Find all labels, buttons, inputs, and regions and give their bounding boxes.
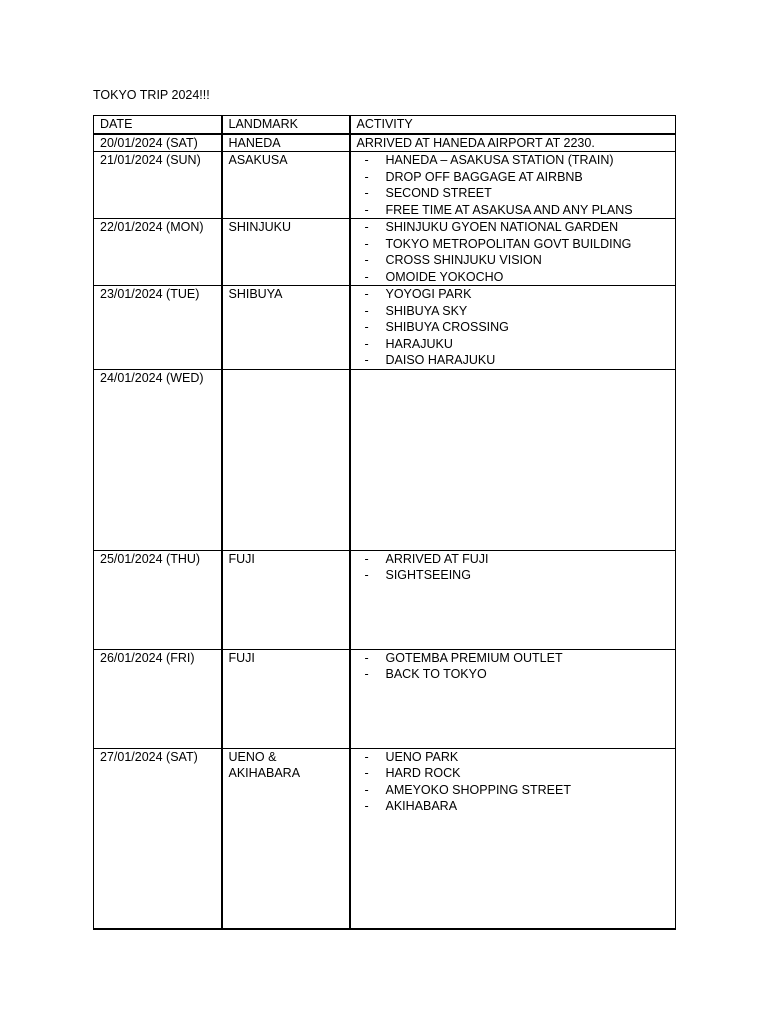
activity-text: ARRIVED AT HANEDA AIRPORT AT 2230.	[356, 135, 595, 150]
date-cell: 26/01/2024 (FRI)	[94, 649, 222, 748]
header-date: DATE	[94, 116, 222, 134]
activity-item	[357, 352, 670, 369]
activity-text: DAISO HARAJUKU	[385, 353, 496, 367]
bullet-dash: -	[364, 220, 369, 234]
activity-item	[357, 336, 670, 353]
activity-item	[357, 567, 670, 584]
bullet-dash: -	[364, 269, 369, 284]
activity-cell	[350, 369, 676, 550]
activity-list	[357, 286, 670, 369]
activity-text: HARAJUKU	[385, 336, 453, 351]
activity-text: HANEDA – ASAKUSA STATION (TRAIN)	[385, 153, 614, 167]
date-cell: 27/01/2024 (SAT)	[94, 748, 222, 929]
activity-cell	[350, 152, 676, 219]
activity-item	[357, 765, 670, 782]
bullet-dash: -	[364, 568, 369, 582]
bullet-dash: -	[364, 336, 369, 351]
date-cell: 22/01/2024 (MON)	[94, 219, 222, 286]
activity-item	[357, 152, 670, 169]
activity-cell	[350, 134, 676, 152]
document-title: TOKYO TRIP 2024!!!	[93, 88, 210, 102]
activity-cell	[350, 219, 676, 286]
activity-list	[357, 551, 670, 584]
activity-text: SHINJUKU GYOEN NATIONAL GARDEN	[385, 220, 619, 234]
table-row	[94, 369, 676, 550]
activity-text: UENO PARK	[385, 749, 459, 764]
activity-text: CROSS SHINJUKU VISION	[385, 253, 542, 267]
landmark-cell	[222, 369, 350, 550]
bullet-dash: -	[364, 303, 369, 318]
activity-text: BACK TO TOKYO	[385, 667, 487, 681]
landmark-cell: HANEDA	[222, 134, 350, 152]
activity-text: HARD ROCK	[385, 766, 461, 780]
activity-item	[357, 650, 670, 667]
bullet-dash: -	[364, 202, 369, 217]
table-row	[94, 134, 676, 152]
activity-item	[357, 269, 670, 286]
table-row	[94, 152, 676, 219]
landmark-cell: FUJI	[222, 649, 350, 748]
date-cell: 21/01/2024 (SUN)	[94, 152, 222, 219]
activity-text: SECOND STREET	[385, 186, 492, 200]
date-cell: 24/01/2024 (WED)	[94, 369, 222, 550]
activity-text: SIGHTSEEING	[385, 568, 471, 582]
bullet-dash: -	[364, 153, 369, 167]
activity-item	[357, 252, 670, 269]
activity-text: AMEYOKO SHOPPING STREET	[385, 782, 571, 797]
activity-item	[357, 236, 670, 253]
activity-text: SHIBUYA SKY	[385, 303, 468, 318]
table-row	[94, 286, 676, 370]
bullet-dash: -	[364, 551, 369, 566]
bullet-dash: -	[364, 782, 369, 797]
date-cell: 20/01/2024 (SAT)	[94, 134, 222, 152]
bullet-dash: -	[364, 186, 369, 200]
header-row	[94, 116, 676, 134]
bullet-dash: -	[364, 287, 369, 301]
landmark-cell: ASAKUSA	[222, 152, 350, 219]
landmark-cell: UENO & AKIHABARA	[222, 748, 350, 929]
bullet-dash: -	[364, 766, 369, 780]
activity-text: DROP OFF BAGGAGE AT AIRBNB	[385, 169, 583, 184]
itinerary-table	[93, 115, 676, 930]
bullet-dash: -	[364, 667, 369, 681]
activity-text: FREE TIME AT ASAKUSA AND ANY PLANS	[385, 202, 633, 217]
table-row	[94, 649, 676, 748]
activity-item	[357, 666, 670, 683]
activity-item	[357, 782, 670, 799]
table-row	[94, 219, 676, 286]
activity-text: AKIHABARA	[385, 799, 458, 813]
activity-cell	[350, 748, 676, 929]
date-cell: 23/01/2024 (TUE)	[94, 286, 222, 370]
activity-item	[357, 169, 670, 186]
activity-list	[357, 749, 670, 815]
activity-list	[357, 219, 670, 285]
activity-list	[357, 152, 670, 218]
activity-item	[357, 202, 670, 219]
bullet-dash: -	[364, 236, 369, 251]
activity-cell	[350, 286, 676, 370]
bullet-dash: -	[364, 353, 369, 367]
date-cell: 25/01/2024 (THU)	[94, 550, 222, 649]
activity-item	[357, 551, 670, 568]
bullet-dash: -	[364, 253, 369, 267]
bullet-dash: -	[364, 320, 369, 334]
activity-item	[357, 749, 670, 766]
activity-text: YOYOGI PARK	[385, 287, 472, 301]
activity-cell	[350, 649, 676, 748]
activity-item	[357, 286, 670, 303]
activity-cell	[350, 550, 676, 649]
activity-text: GOTEMBA PREMIUM OUTLET	[385, 650, 563, 665]
activity-text: SHIBUYA CROSSING	[385, 320, 509, 334]
activity-text: ARRIVED AT FUJI	[385, 551, 489, 566]
landmark-cell: SHINJUKU	[222, 219, 350, 286]
activity-item	[357, 303, 670, 320]
activity-text: TOKYO METROPOLITAN GOVT BUILDING	[385, 236, 632, 251]
activity-item	[357, 319, 670, 336]
table-row	[94, 550, 676, 649]
activity-text: OMOIDE YOKOCHO	[385, 269, 504, 284]
header-activity: ACTIVITY	[350, 116, 676, 134]
activity-item	[357, 798, 670, 815]
activity-list	[357, 650, 670, 683]
landmark-cell: SHIBUYA	[222, 286, 350, 370]
bullet-dash: -	[364, 650, 369, 665]
table-row	[94, 748, 676, 929]
landmark-cell: FUJI	[222, 550, 350, 649]
activity-item	[357, 219, 670, 236]
bullet-dash: -	[364, 169, 369, 184]
bullet-dash: -	[364, 749, 369, 764]
activity-item	[357, 185, 670, 202]
header-landmark: LANDMARK	[222, 116, 350, 134]
bullet-dash: -	[364, 799, 369, 813]
